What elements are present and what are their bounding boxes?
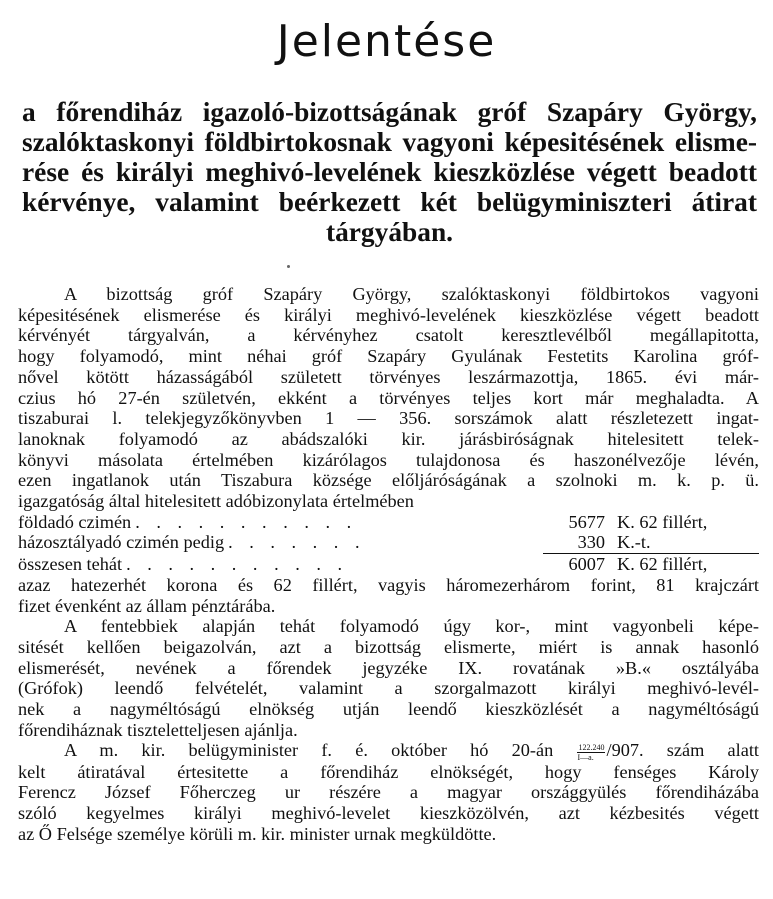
body-line: kérvényét tárgyalván, a kérvényhez csatolt keresztlevélből megállapitotta,: [18, 325, 759, 346]
tax-row-label: házosztályadó czimén pedig: [18, 532, 225, 553]
body-line: elismerését, nevének a főrendek jegyzéke IX. rovatának »B.« osztályába: [18, 657, 759, 678]
body-line: A bizottság gróf Szapáry György, szalóktaskonyi földbirtokos vagyoni: [64, 284, 759, 304]
document-title: Jelentése: [276, 16, 497, 67]
subtitle-line: a főrendiház igazoló-bizottságának gróf Szapáry György,: [22, 97, 757, 127]
reference-number-fraction: [577, 743, 605, 762]
tax-row-total: [18, 553, 759, 575]
body-line: fizet évenként az állam pénztárába.: [18, 595, 276, 616]
tax-row-number: 330: [577, 532, 605, 553]
body-line: A fentebbiek alapján tehát folyamodó úgy kor-, mint vagyonbeli képe-: [64, 616, 759, 637]
tax-row: [18, 532, 759, 553]
body-line: sitését kellően beigazolván, azt a bizottság elismerte, miért is annak hasonló: [18, 636, 759, 657]
tax-row-unit: K. 62 fillért,: [617, 511, 708, 532]
paragraph-2: [18, 616, 759, 740]
para3-first-after: /907. szám alatt: [606, 740, 759, 761]
body-line: czius hó 27-én születvén, ekként a törvényes teljes kort már meghaladta. A: [18, 387, 759, 408]
paragraph-1-tail: [18, 575, 759, 616]
tax-row-number: 5677: [568, 511, 605, 532]
body-line: ezen ingatlanok után Tiszabura községe előljáróságának a szolnoki m. k. p. ü.: [18, 470, 759, 491]
subtitle-line: rése és királyi meghivó-levelének kieszközlése végett beadott: [22, 157, 757, 187]
body-line: lanoknak folyamodó az abádszalóki kir. járásbiróságnak hitelesitett telek-: [18, 428, 759, 449]
body-line: könyvi másolata értelmében kizárólagos tulajdonosa és haszonélvezője lévén,: [18, 449, 759, 470]
ink-speck: [287, 265, 290, 268]
tax-row-unit: K. 62 fillért,: [617, 554, 708, 575]
tax-row-label: összesen tehát: [18, 554, 123, 575]
body-line: főrendiháznak tiszteletteljesen ajánlja.: [18, 719, 298, 740]
body-line: hogy folyamodó, mint néhai gróf Szapáry Gyulának Festetits Karolina gróf-: [18, 346, 759, 367]
tax-row-dots: . . . . . . . . . . .: [135, 511, 358, 532]
body-line: tiszaburai l. telekjegyzőkönyvben 1 — 356. sorszámok alatt részletezett ingat-: [18, 408, 759, 429]
body-line: az Ő Felsége személye körüli m. kir. minister urnak megküldötte.: [18, 823, 497, 844]
body-line: azaz hatezerhét korona és 62 fillért, vagyis háromezerhárom forint, 81 krajczárt: [18, 574, 759, 595]
document-body: [18, 284, 759, 845]
body-line: Ferencz József Főherczeg ur részére a magyar országgyülés főrendiházába: [18, 782, 759, 803]
body-line: [18, 740, 759, 761]
tax-table: [18, 512, 759, 575]
document-subtitle: [22, 97, 757, 247]
body-line: képesitésének elismerése és királyi meghivó-levelének kieszközlése végett beadott: [18, 304, 759, 325]
tax-row-amount: [543, 512, 759, 533]
tax-row: [18, 512, 759, 533]
tax-row-amount: [543, 553, 759, 575]
subtitle-line: tárgyában.: [325, 217, 454, 247]
body-line: nek a nagyméltóságú elnökség utján leendő kieszközlését a nagyméltóságú: [18, 699, 759, 720]
tax-row-amount: [543, 532, 759, 553]
body-line: szóló kegyelmes királyi meghivó-levelet kieszközölvén, azt kézbesités végett: [18, 803, 759, 824]
tax-row-number: 6007: [568, 554, 605, 575]
body-line: nővel kötött házasságából született törvényes leszármazottja, 1865. évi már-: [18, 366, 759, 387]
body-line: (Grófok) leendő felvételét, valamint a szorgalmazott királyi meghivó-levél-: [18, 678, 759, 699]
fraction-numerator: 122.240: [578, 742, 605, 752]
para3-first-before: A m. kir. belügyminister f. é. október hó 20-án: [64, 740, 554, 761]
subtitle-line: szalóktaskonyi földbirtokosnak vagyoni képesitésének elisme-: [22, 127, 757, 157]
paragraph-3: [18, 740, 759, 844]
body-line: kelt átiratával értesitette a főrendiház elnökségét, hogy fenséges Károly: [18, 761, 759, 782]
tax-row-dots: . . . . . . . . . . .: [126, 554, 349, 575]
body-line: igazgatóság által hitelesitett adóbizonylata értelmében: [18, 491, 414, 512]
fraction-denominator: I—a.: [577, 752, 594, 762]
tax-row-unit: K.-t.: [617, 532, 651, 553]
paragraph-1: [18, 284, 759, 512]
tax-row-label: földadó czimén: [18, 511, 132, 532]
tax-row-dots: . . . . . . .: [228, 532, 366, 553]
subtitle-line: kérvénye, valamint beérkezett két belügyminiszteri átirat: [22, 187, 757, 217]
